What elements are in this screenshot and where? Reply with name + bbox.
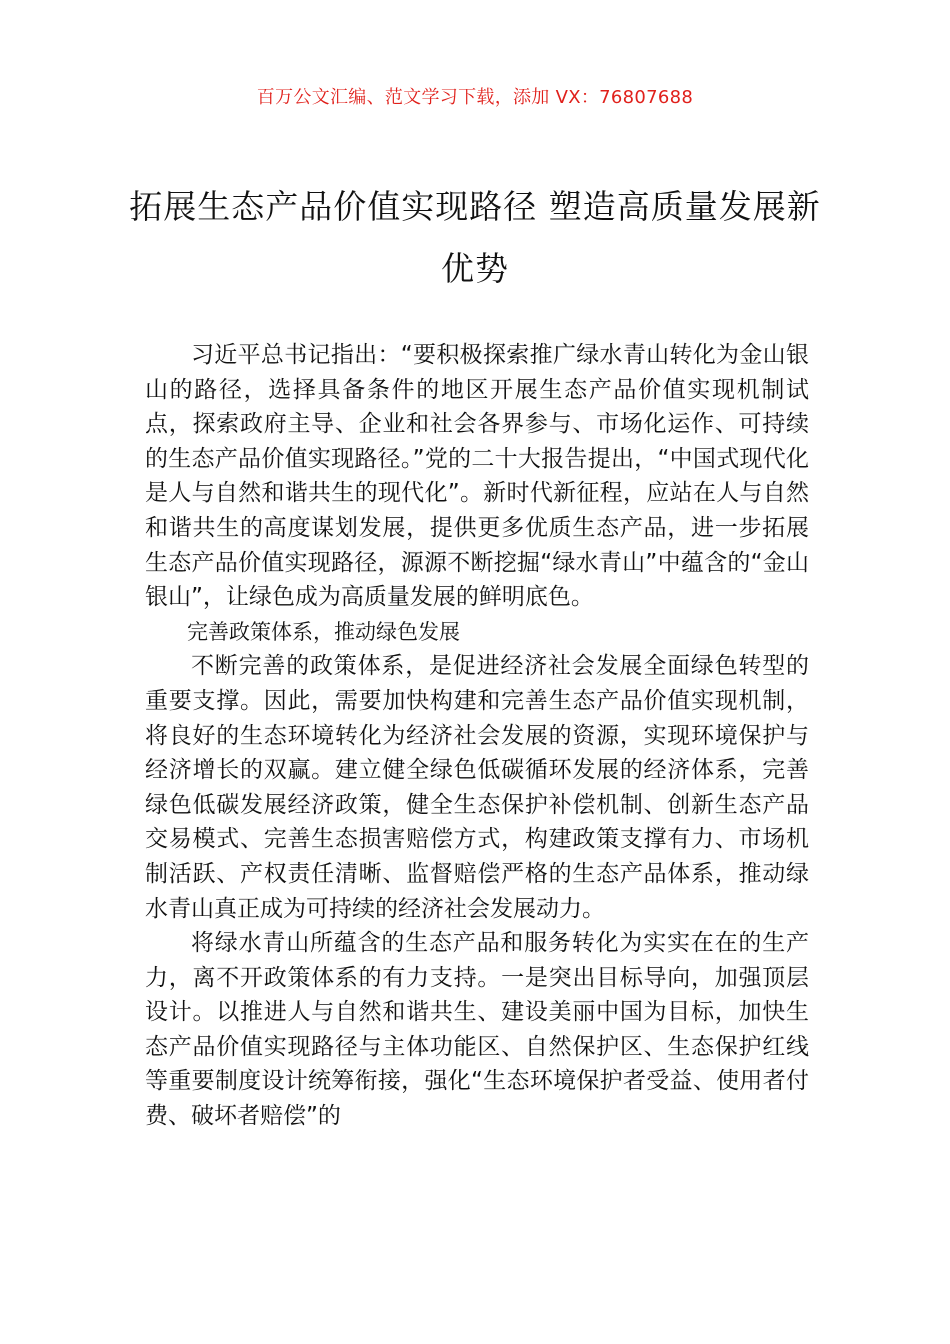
paragraph-intro: 习近平总书记指出：“要积极探索推广绿水青山转化为金山银山的路径，选择具备条件的地区开展生态产品价值实现机制试点，探索政府主导、企业和社会各界参与、市场化运作、可持续的生态产品价值实现路径。”党的二十大报告提出，“中国式现代化是人与自然和谐共生的现代化”。新时代新征程，应站在人与自然和谐共生的高度谋划发展，提供更多优质生态产品，进一步拓展生态产品价值实现路径，源源不断挖掘“绿水青山”中蕴含的“金山银山”，让绿色成为高质量发展的鲜明底色。 — [145, 342, 809, 611]
document-title: 拓展生态产品价值实现路径 塑造高质量发展新优势 — [129, 187, 821, 288]
paragraph-policy-system: 不断完善的政策体系，是促进经济社会发展全面绿色转型的重要支撑。因此，需要加快构建和完善生态产品价值实现机制，将良好的生态环境转化为经济社会发展的资源，实现环境保护与经济增长的双赢。建立健全绿色低碳循环发展的经济体系，完善绿色低碳发展经济政策，健全生态保护补偿机制、创新生态产品交易模式、完善生态损害赔偿方式，构建政策支撑有力、市场机制活跃、产权责任清晰、监督赔偿严格的生态产品体系，推动绿水青山真正成为可持续的经济社会发展动力。 — [145, 653, 809, 922]
section-heading: 完善政策体系，推动绿色发展 — [187, 619, 460, 644]
paragraph-productivity: 将绿水青山所蕴含的生态产品和服务转化为实实在在的生产力，离不开政策体系的有力支持。一是突出目标导向，加强顶层设计。以推进人与自然和谐共生、建设美丽中国为目标，加快生态产品价值实现路径与主体功能区、自然保护区、生态保护红线等重要制度设计统筹衔接，强化“生态环境保护者受益、使用者付费、破坏者赔偿”的 — [145, 930, 809, 1130]
document-body — [145, 338, 809, 1134]
header-watermark-note: 百万公文汇编、范文学习下载，添加 VX：76807688 — [256, 87, 694, 108]
